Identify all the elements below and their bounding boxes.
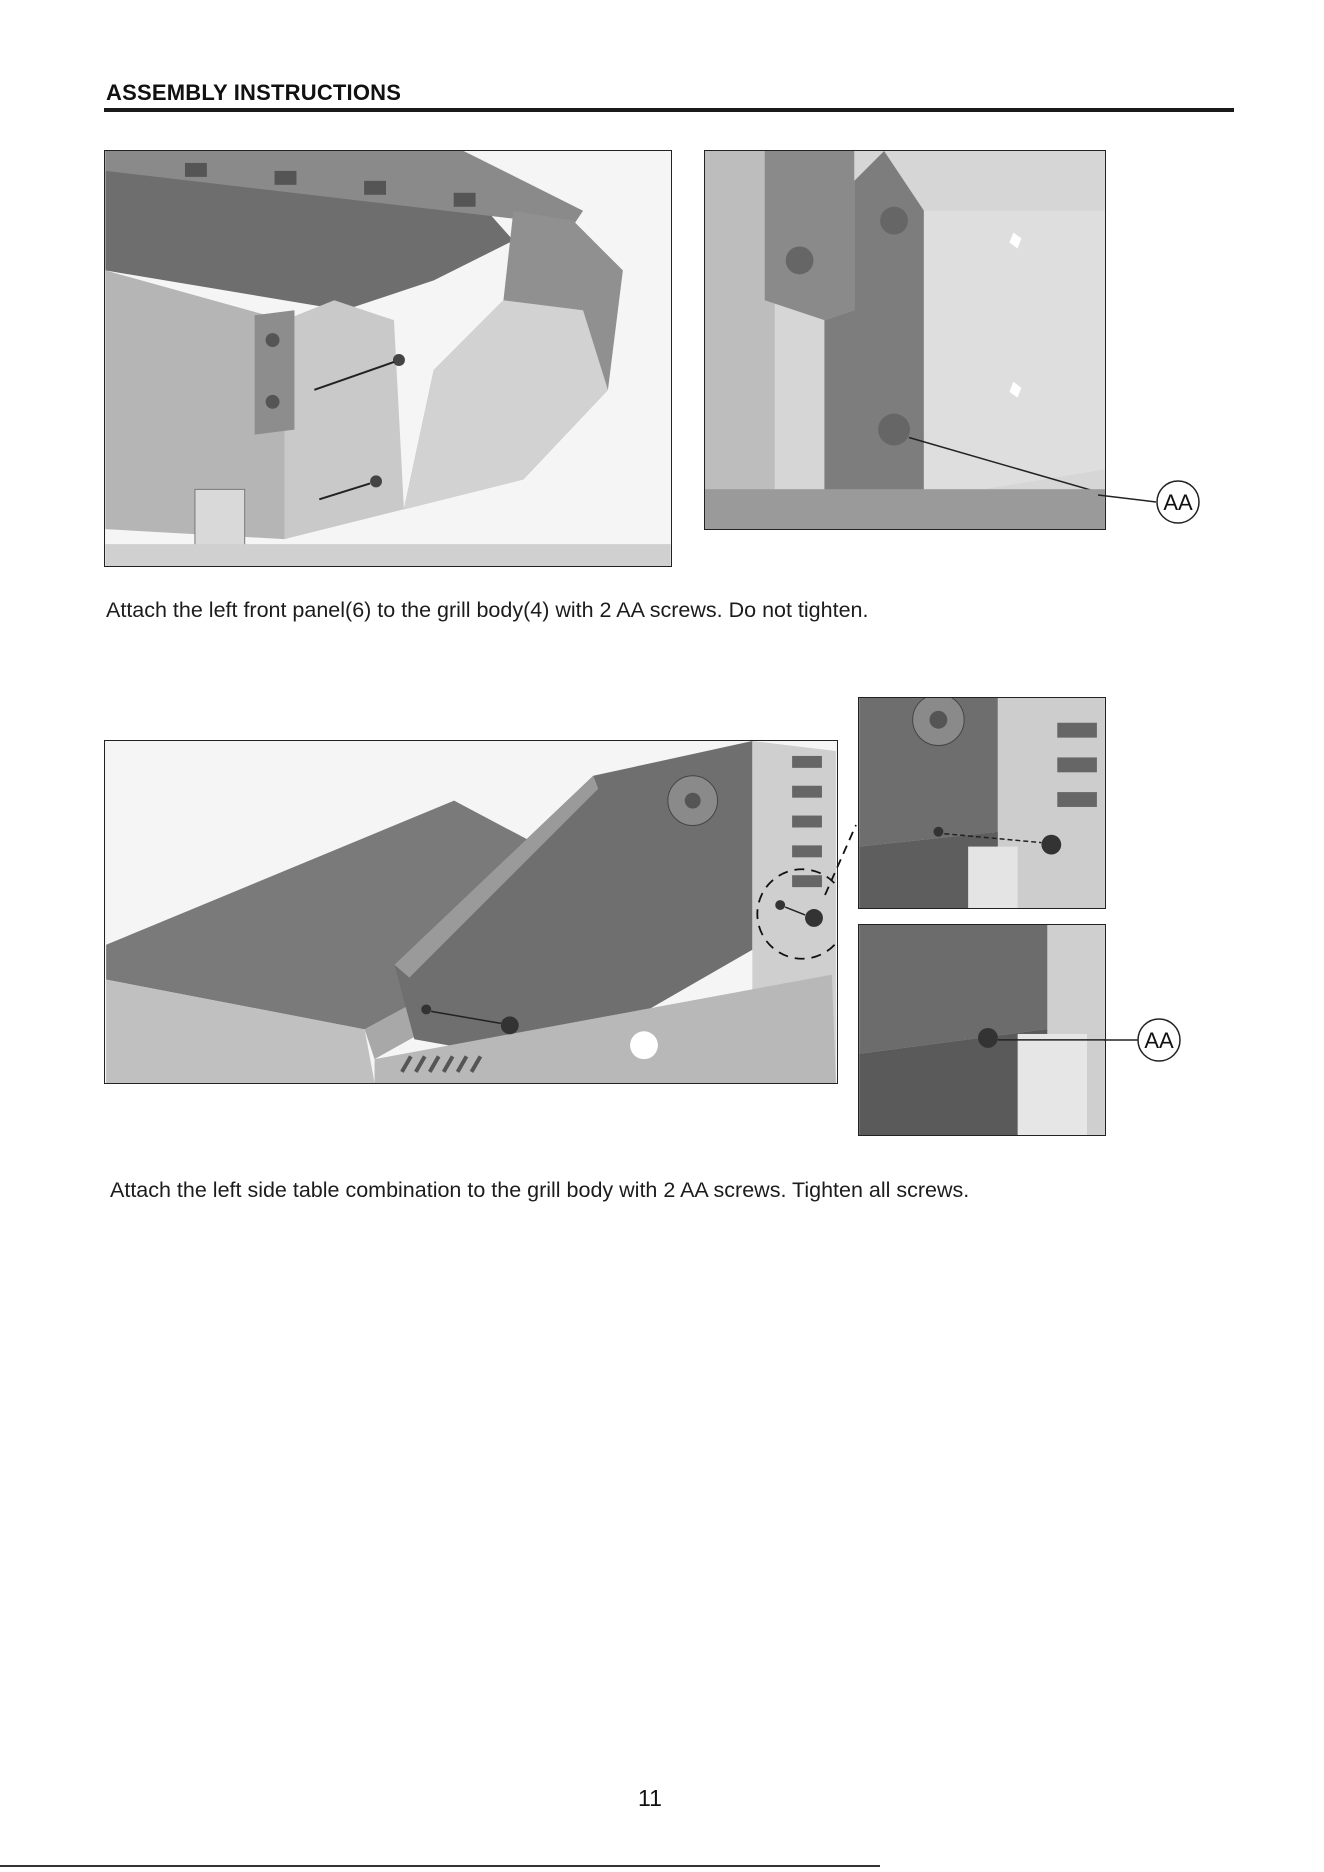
step2-caption: Attach the left side table combination to the grill body with 2 AA screws. Tighten all screws. — [110, 1178, 970, 1202]
step2-aa-callout — [1104, 1012, 1184, 1068]
page-title: ASSEMBLY INSTRUCTIONS — [106, 80, 402, 105]
page-number: 11 — [638, 1785, 662, 1811]
step2-inset-bottom — [858, 924, 1106, 1136]
footer-divider — [0, 1865, 880, 1867]
step2-inset-top — [858, 697, 1106, 909]
header-divider — [104, 108, 1234, 112]
step1-main-illustration — [104, 150, 672, 567]
step1-caption: Attach the left front panel(6) to the grill body(4) with 2 AA screws. Do not tighten. — [106, 598, 869, 622]
step1-detail-illustration — [704, 150, 1106, 530]
step2-zoom-leader — [820, 820, 860, 900]
step1-aa-label: AA — [1163, 490, 1193, 515]
step2-aa-label: AA — [1144, 1028, 1174, 1053]
step1-aa-callout — [1098, 470, 1206, 530]
step2-main-illustration — [104, 740, 838, 1084]
